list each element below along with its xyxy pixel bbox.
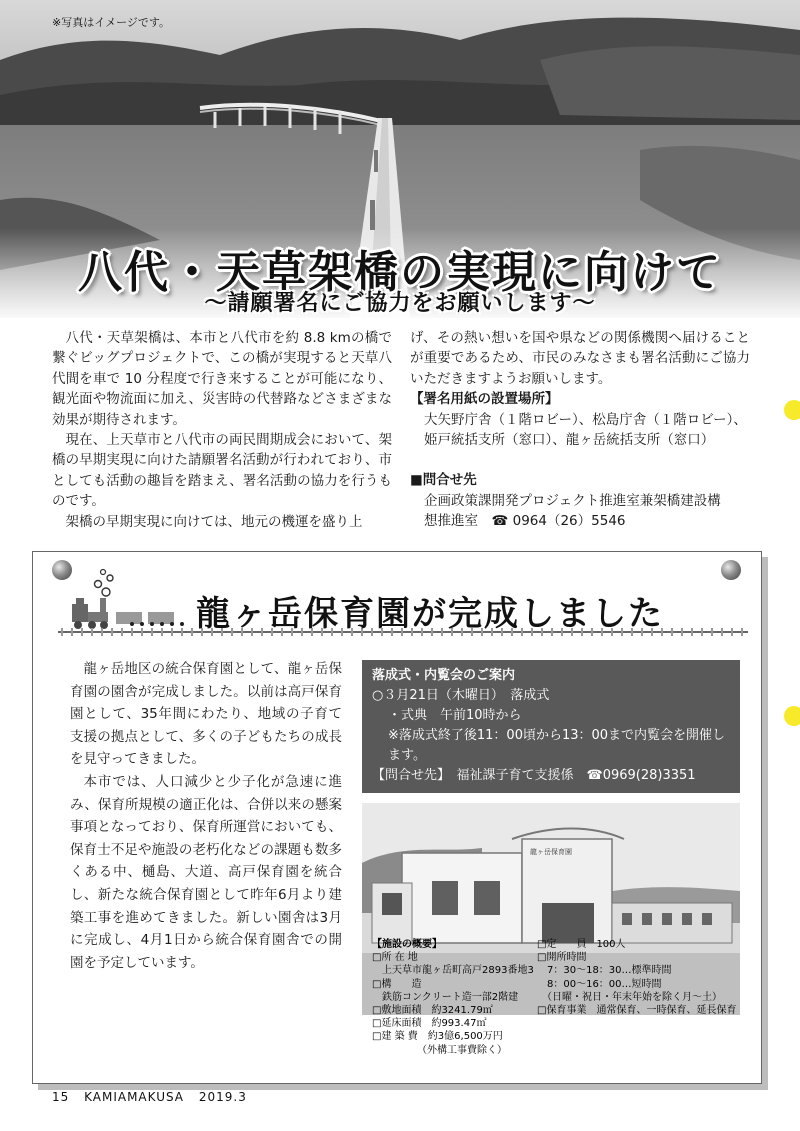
facility-line: □開所時間 xyxy=(537,952,587,964)
info-contact: 【問合せ先】 福祉課子育て支援係 ☎0969(28)3351 xyxy=(372,768,696,783)
page-edge-marker xyxy=(784,706,800,726)
article-paragraph: げ、その熱い想いを国や県などの関係機関へ届けることが重要であるため、市民のみなさまも署名活動にご協力いただきますようお願いします。 xyxy=(410,330,750,387)
nursery-title: 龍ヶ岳保育園が完成しました xyxy=(196,594,664,634)
info-heading: 落成式・内覧会のご案内 xyxy=(372,668,516,683)
train-car-icon xyxy=(116,612,174,624)
facility-overview-left xyxy=(372,938,534,1057)
nursery-paragraph: 本市では、人口減少と少子化が急速に進み、保育所規模の適正化は、合併以来の懸案事項となっており、保育所運営においても、保育士不足や施設の老朽化などの課題も数多くある中、樋島、大道、高戸保育園を統合し、新たな統合保育園として昨年6月より建築工事を進めてきました。新しい園舎は3月に完成し、4月1日から統合保育園舎での開園を予定しています。 xyxy=(70,773,342,971)
page-edge-marker xyxy=(784,400,800,420)
facility-line: 8：00～16：00…短時間 xyxy=(537,978,662,990)
page-footer xyxy=(52,1090,257,1104)
facility-line: 鉄筋コンクリート造一部2階建 xyxy=(372,991,519,1003)
contact-line: 想推進室 ☎ 0964（26）5546 xyxy=(424,513,626,530)
article-paragraph: 現在、上天草市と八代市の両民間期成会において、架橋の早期実現に向けた請願署名活動が行われており、市としても活動の趣旨を踏まえ、署名活動の協力を行うものです。 xyxy=(52,432,392,510)
locomotive-icon xyxy=(72,598,108,629)
facility-line: □保育事業 通常保育、一時保育、延長保育 xyxy=(537,1005,737,1017)
ceremony-info-box xyxy=(362,660,740,793)
facility-line: 7：30～18：30…標準時間 xyxy=(537,965,672,977)
steam-icon xyxy=(95,570,114,597)
facility-line: □建 築 費 約3億6,500万円 xyxy=(372,1031,503,1043)
article-right-column xyxy=(410,328,750,532)
article-paragraph: 架橋の早期実現に向けては、地元の機運を盛り上 xyxy=(65,513,363,530)
facility-overview-right xyxy=(537,938,736,1017)
page-number: 15 xyxy=(52,1090,70,1104)
locations-heading: 【署名用紙の設置場所】 xyxy=(410,391,559,408)
issue-date: 2019.3 xyxy=(198,1090,247,1104)
magazine-name: KAMIAMAKUSA xyxy=(84,1090,185,1104)
facility-line: □構 造 xyxy=(372,978,422,990)
facility-line: □延床面積 約993.47㎡ xyxy=(372,1018,487,1030)
facility-line: □所 在 地 xyxy=(372,952,418,964)
locations-line: 大矢野庁舎（１階ロビー）、松島庁舎（１階ロビー）、 xyxy=(424,411,747,428)
facility-line: （日曜・祝日・年末年始を除く月～土） xyxy=(537,991,722,1003)
facility-heading: 【施設の概要】 xyxy=(372,939,442,950)
page-title: 八代・天草架橋の実現に向けて xyxy=(78,247,722,298)
nursery-body xyxy=(70,658,342,974)
nursery-paragraph: 龍ヶ岳地区の統合保育園として、龍ヶ岳保育園の園舎が完成しました。以前は高戸保育園として、35年間にわたり、地域の子育て支援の拠点として、多くの子どもたちの成長を見守ってきました。 xyxy=(70,661,342,768)
contact-line: 企画政策課開発プロジェクト推進室兼架橋建設構 xyxy=(424,492,721,509)
facility-line: 上天草市龍ヶ岳町高戸2893番地3 xyxy=(372,965,534,977)
article-left-column xyxy=(52,328,392,532)
locations-line: 姫戸統括支所（窓口）、龍ヶ岳統括支所（窓口） xyxy=(424,432,715,449)
facility-line: □定 員 100人 xyxy=(537,939,626,950)
info-line: ・式典 午前10時から xyxy=(388,708,522,723)
facility-line: （外構工事費除く） xyxy=(372,1044,507,1056)
info-line: ○３月21日（木曜日） 落成式 xyxy=(372,688,550,703)
info-line: ※落成式終了後11：00頃から13：00まで内覧会を開催します。 xyxy=(388,728,726,763)
page-subtitle: ～請願署名にご協力をお願いします～ xyxy=(204,291,596,316)
facility-line: □敷地面積 約3241.79㎡ xyxy=(372,1005,493,1017)
article-paragraph: 八代・天草架橋は、本市と八代市を約 8.8 kmの橋で繋ぐビッグプロジェクトで、この橋が実現すると天草八代間を車で 10 分程度で行き来することが可能になり、観光面や物流面に加え、災害時の代替路などさまざまな効果が期待されます。 xyxy=(52,330,392,428)
contact-heading: ■問合せ先 xyxy=(410,472,477,489)
photo-note: ※写真はイメージです。 xyxy=(52,16,171,29)
building-sign: 龍ヶ岳保育園 xyxy=(530,848,572,856)
